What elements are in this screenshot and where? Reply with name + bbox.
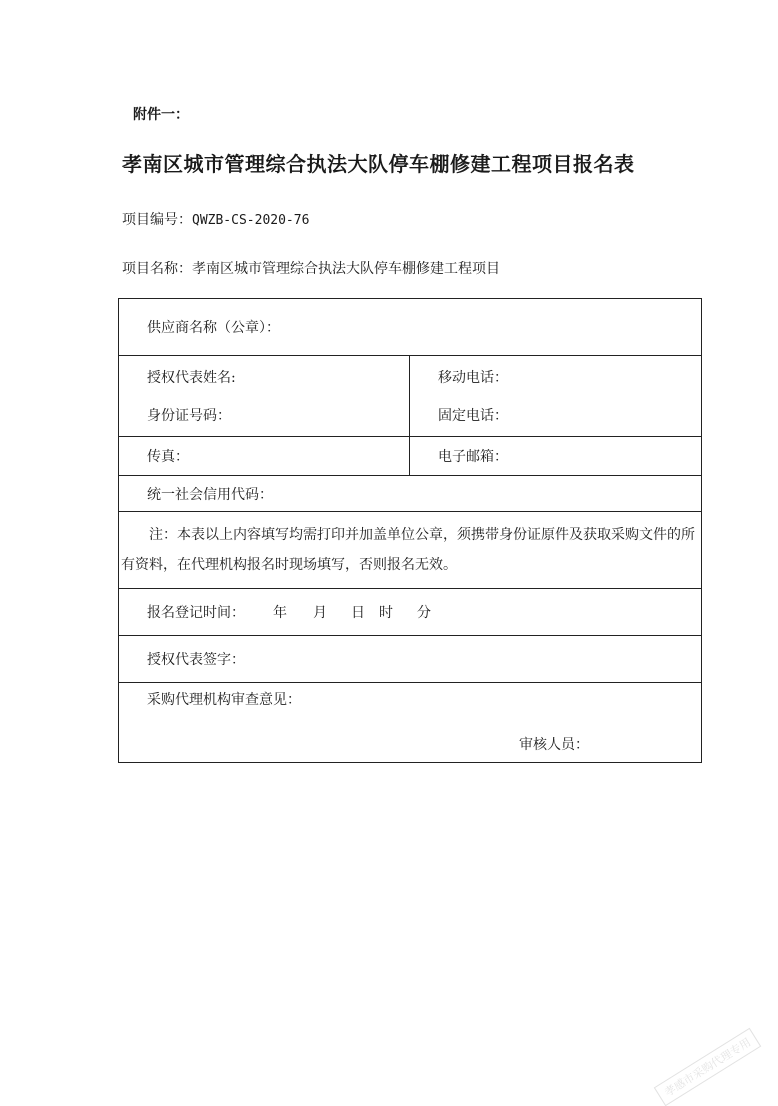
reviewer-label: 审核人员： xyxy=(519,737,589,753)
note-text: 注：本表以上内容填写均需打印并加盖单位公章，须携带身份证原件及获取采购文件的所有资料，在代理机构报名时现场填写，否则报名无效。 xyxy=(121,527,695,573)
credit-code-cell[interactable] xyxy=(119,476,702,512)
unit-day: 日 xyxy=(351,605,365,621)
unit-year: 年 xyxy=(273,605,287,621)
authorized-rep-name-label: 授权代表姓名: xyxy=(147,370,236,386)
unit-hour: 时 xyxy=(379,605,393,621)
registration-table xyxy=(118,298,702,763)
agency-review-cell[interactable] xyxy=(119,683,702,763)
supplier-name-label: 供应商名称（公章）： xyxy=(147,320,280,336)
project-number-label: 项目编号： xyxy=(122,212,192,228)
project-number xyxy=(122,209,309,229)
agency-review-label: 采购代理机构审查意见： xyxy=(147,692,301,708)
registration-time-label: 报名登记时间： xyxy=(147,605,245,621)
attachment-label: 附件一： xyxy=(133,107,189,123)
fax-cell[interactable] xyxy=(119,437,410,476)
note-cell xyxy=(119,512,702,589)
fixed-phone-label: 固定电话： xyxy=(438,408,508,424)
id-number-label: 身份证号码： xyxy=(147,408,231,424)
project-name-value: 孝南区城市管理综合执法大队停车棚修建工程项目 xyxy=(192,261,500,277)
email-cell[interactable] xyxy=(410,437,702,476)
rep-signature-label: 授权代表签字： xyxy=(147,652,245,668)
registration-time-cell[interactable] xyxy=(119,589,702,636)
fax-label: 传真： xyxy=(147,449,189,465)
unit-minute: 分 xyxy=(417,605,431,621)
project-name xyxy=(122,258,500,278)
mobile-phone-label: 移动电话： xyxy=(438,370,508,386)
authorized-rep-cell[interactable] xyxy=(119,356,410,437)
unit-month: 月 xyxy=(313,605,327,621)
project-number-value: QWZB-CS-2020-76 xyxy=(192,213,310,228)
credit-code-label: 统一社会信用代码： xyxy=(147,486,273,503)
project-name-label: 项目名称： xyxy=(122,261,192,277)
supplier-name-cell[interactable] xyxy=(119,299,702,356)
phone-cell[interactable] xyxy=(410,356,702,437)
email-label: 电子邮箱： xyxy=(438,449,508,465)
form-title: 孝南区城市管理综合执法大队停车棚修建工程项目报名表 xyxy=(122,152,635,176)
watermark-stamp: 孝感市采购代理专用 xyxy=(654,1028,761,1106)
rep-signature-cell[interactable] xyxy=(119,636,702,683)
